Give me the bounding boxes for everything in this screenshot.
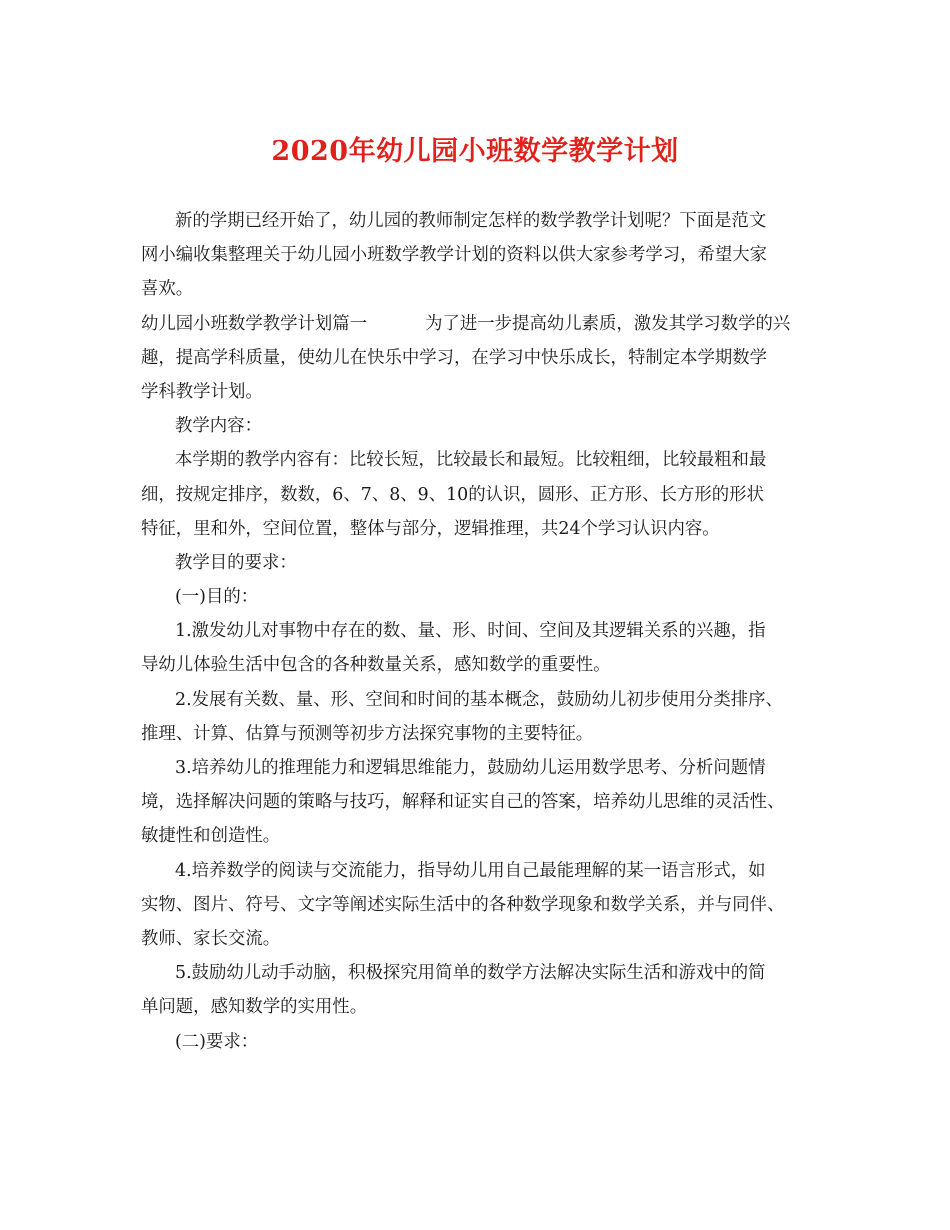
subheading-line: (二)要求： xyxy=(175,1031,259,1052)
list-item-line: 1.激发幼儿对事物中存在的数、量、形、时间、空间及其逻辑关系的兴趣，指 xyxy=(175,621,766,642)
list-item-line: 5.鼓励幼儿动手动脑，积极探究用简单的数学方法解决实际生活和游戏中的简 xyxy=(175,963,766,984)
list-item-line: 单问题，感知数学的实用性。 xyxy=(141,997,368,1018)
paragraph-line: 细，按规定排序，数数，6、7、8、9、10的认识，圆形、正方形、长方形的形状 xyxy=(141,484,764,505)
subheading-line: 教学内容： xyxy=(175,416,262,437)
list-item-line: 4.培养数学的阅读与交流能力，指导幼儿用自己最能理解的某一语言形式，如 xyxy=(175,860,766,881)
paragraph-line: 网小编收集整理关于幼儿园小班数学教学计划的资料以供大家参考学习，希望大家 xyxy=(141,245,768,266)
document-title: 2020年幼儿园小班数学教学计划 xyxy=(271,136,679,167)
document-body xyxy=(141,204,831,1059)
subheading-line: (一)目的： xyxy=(175,587,259,608)
subheading-line: 教学目的要求： xyxy=(175,552,297,573)
list-item-line: 境，选择解决问题的策略与技巧，解释和证实自己的答案，培养幼儿思维的灵活性、 xyxy=(141,792,785,813)
paragraph-line: 喜欢。 xyxy=(141,279,194,300)
list-item-line: 教师、家长交流。 xyxy=(141,928,281,949)
list-item-line: 敏捷性和创造性。 xyxy=(141,826,281,847)
paragraph-line: 趣，提高学科质量，使幼儿在快乐中学习，在学习中快乐成长，特制定本学期数学 xyxy=(141,347,768,368)
paragraph-line: 本学期的教学内容有：比较长短，比较最长和最短。比较粗细，比较最粗和最 xyxy=(175,450,767,471)
paragraph-line: 学科教学计划。 xyxy=(141,381,263,402)
paragraph-line: 特征，里和外，空间位置，整体与部分，逻辑推理，共24个学习认识内容。 xyxy=(141,518,720,539)
section-heading-line xyxy=(141,307,831,341)
paragraph-text: 为了进一步提高幼儿素质，激发其学习数学的兴 xyxy=(425,313,791,334)
list-item-line: 导幼儿体验生活中包含的各种数量关系，感知数学的重要性。 xyxy=(141,655,611,676)
list-item-line: 实物、图片、符号、文字等阐述实际生活中的各种数学现象和数学关系，并与同伴、 xyxy=(141,894,785,915)
section-heading: 幼儿园小班数学教学计划篇一 xyxy=(141,313,368,334)
paragraph-line: 新的学期已经开始了，幼儿园的教师制定怎样的数学教学计划呢？下面是范文 xyxy=(175,211,767,231)
list-item-line: 2.发展有关数、量、形、空间和时间的基本概念，鼓励幼儿初步使用分类排序、 xyxy=(175,689,783,710)
list-item-line: 推理、计算、估算与预测等初步方法探究事物的主要特征。 xyxy=(141,723,594,744)
list-item-line: 3.培养幼儿的推理能力和逻辑思维能力，鼓励幼儿运用数学思考、分析问题情 xyxy=(175,758,766,778)
